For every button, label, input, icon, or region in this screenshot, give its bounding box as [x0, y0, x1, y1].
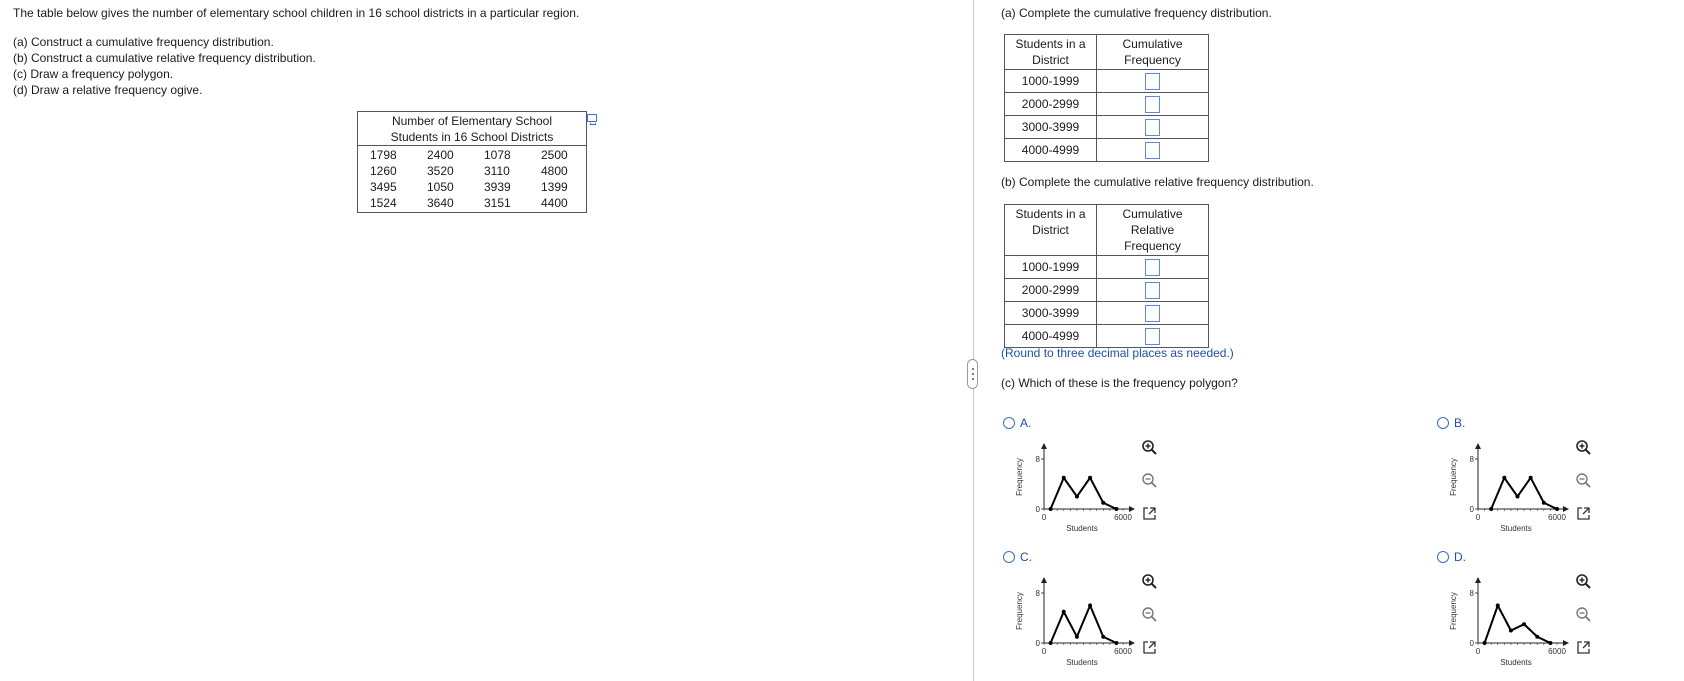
cumulative-frequency-input[interactable]: [1145, 73, 1160, 90]
data-table-header-line1: Number of Elementary School: [391, 114, 553, 128]
cumulative-frequency-input[interactable]: [1145, 96, 1160, 113]
frequency-polygon-graph: [1445, 435, 1575, 540]
table-cell: 3520: [427, 164, 454, 178]
problem-parts: [13, 34, 316, 98]
y-tick-label: 0: [1469, 639, 1474, 648]
x-tick-label: 6000: [1114, 513, 1132, 522]
part-a-title: (a) Complete the cumulative frequency distribution.: [1001, 6, 1272, 20]
series-line: [1491, 478, 1557, 509]
data-point: [1101, 501, 1105, 505]
part-b-title: (b) Complete the cumulative relative frequency distribution.: [1001, 175, 1314, 189]
option-b[interactable]: [1437, 417, 1617, 542]
y-tick-label: 0: [1035, 505, 1040, 514]
y-tick-label: 0: [1469, 505, 1474, 514]
data-point: [1483, 641, 1487, 645]
data-table-header: [358, 112, 586, 146]
data-point: [1075, 635, 1079, 639]
class-label: 4000-4999: [1005, 325, 1097, 348]
frequency-polygon-graph: [1445, 569, 1575, 674]
x-tick-label: 6000: [1548, 513, 1566, 522]
part-c-title: (c) Which of these is the frequency polygon?: [1001, 376, 1238, 390]
table-row: [1005, 70, 1209, 93]
option-label: A.: [1020, 416, 1032, 430]
data-point: [1114, 507, 1118, 511]
zoom-in-icon[interactable]: [1141, 439, 1158, 456]
option-c[interactable]: [1003, 551, 1183, 676]
table-row: [1005, 139, 1209, 162]
external-link-icon[interactable]: [1141, 505, 1158, 522]
data-point: [1049, 641, 1053, 645]
x-tick-label: 6000: [1114, 647, 1132, 656]
frequency-polygon-graph: [1011, 569, 1141, 674]
x-tick-label: 6000: [1548, 647, 1566, 656]
table-cell: 4800: [541, 164, 568, 178]
cumulative-relative-frequency-table: [1004, 204, 1209, 348]
zoom-out-icon[interactable]: [1141, 606, 1158, 623]
part-b-instruction: (b) Construct a cumulative relative frequency distribution.: [13, 51, 316, 65]
option-a[interactable]: [1003, 417, 1183, 542]
zoom-in-icon[interactable]: [1575, 573, 1592, 590]
cumulative-frequency-input[interactable]: [1145, 119, 1160, 136]
table-cell: 1078: [484, 148, 511, 162]
problem-intro: The table below gives the number of elementary school children in 16 school districts in a particular region.: [13, 6, 580, 20]
table-cell: 3640: [427, 196, 454, 210]
class-label: 2000-2999: [1005, 93, 1097, 116]
data-point: [1535, 635, 1539, 639]
external-link-icon[interactable]: [1575, 505, 1592, 522]
table-row: [358, 163, 586, 179]
series-line: [1051, 606, 1117, 644]
table-row: [1005, 256, 1209, 279]
table-row: [1005, 93, 1209, 116]
table-cell: 4400: [541, 196, 568, 210]
y-axis-label: Frequency: [1015, 458, 1024, 496]
y-tick-label: 0: [1035, 639, 1040, 648]
class-label: 1000-1999: [1005, 70, 1097, 93]
table-row: [358, 147, 586, 163]
class-label: 3000-3999: [1005, 116, 1097, 139]
data-point: [1088, 604, 1092, 608]
cumulative-frequency-table: [1004, 34, 1209, 162]
table-cell: 3151: [484, 196, 511, 210]
table-cell: 3110: [484, 164, 510, 178]
data-point: [1062, 610, 1066, 614]
table-row: [1005, 325, 1209, 348]
table-cell: 1798: [370, 148, 397, 162]
table-cell: 3939: [484, 180, 511, 194]
x-axis-label: Students: [1500, 524, 1532, 533]
zoom-in-icon[interactable]: [1141, 573, 1158, 590]
table-row: [1005, 302, 1209, 325]
students-data-table: [357, 111, 587, 213]
part-a-instruction: (a) Construct a cumulative frequency distribution.: [13, 35, 274, 49]
data-point: [1489, 507, 1493, 511]
option-d[interactable]: [1437, 551, 1617, 676]
rounding-note: (Round to three decimal places as needed.): [1001, 346, 1234, 360]
class-label: 3000-3999: [1005, 302, 1097, 325]
x-tick-label: 0: [1041, 513, 1047, 522]
cumulative-relative-frequency-input[interactable]: [1145, 305, 1160, 322]
class-label: 2000-2999: [1005, 279, 1097, 302]
x-axis-label: Students: [1066, 524, 1098, 533]
y-axis-label: Frequency: [1449, 592, 1458, 630]
panel-divider: [973, 0, 974, 681]
data-point: [1502, 476, 1506, 480]
table-cell: 1260: [370, 164, 397, 178]
table-cell: 3495: [370, 180, 397, 194]
data-point: [1114, 641, 1118, 645]
y-tick-label: 8: [1035, 589, 1040, 598]
part-d-instruction: (d) Draw a relative frequency ogive.: [13, 83, 203, 97]
data-point: [1542, 501, 1546, 505]
data-point: [1516, 495, 1520, 499]
y-axis-label: Frequency: [1015, 592, 1024, 630]
frequency-polygon-graph: [1011, 435, 1141, 540]
x-axis-label: Students: [1500, 658, 1532, 667]
option-radio[interactable]: [1437, 417, 1449, 429]
col-header-cumulative-frequency: Cumulative Frequency: [1097, 35, 1209, 70]
data-table-header-line2: Students in 16 School Districts: [390, 130, 554, 144]
class-label: 4000-4999: [1005, 139, 1097, 162]
table-cell: 1524: [370, 196, 397, 210]
copy-icon[interactable]: [587, 114, 597, 122]
y-axis-label: Frequency: [1449, 458, 1458, 496]
data-point: [1088, 476, 1092, 480]
panel-resize-handle[interactable]: [967, 359, 978, 389]
data-point: [1548, 641, 1552, 645]
zoom-out-icon[interactable]: [1141, 472, 1158, 489]
option-radio[interactable]: [1003, 417, 1015, 429]
series-line: [1051, 478, 1117, 509]
option-radio[interactable]: [1437, 551, 1449, 563]
zoom-out-icon[interactable]: [1575, 472, 1592, 489]
cumulative-relative-frequency-input[interactable]: [1145, 259, 1160, 276]
table-row: [358, 179, 586, 195]
table-cell: 2400: [427, 148, 454, 162]
data-point: [1522, 622, 1526, 626]
zoom-out-icon[interactable]: [1575, 606, 1592, 623]
x-tick-label: 0: [1041, 647, 1047, 656]
option-label: C.: [1020, 550, 1032, 564]
cumulative-frequency-input[interactable]: [1145, 142, 1160, 159]
y-tick-label: 8: [1469, 589, 1474, 598]
option-radio[interactable]: [1003, 551, 1015, 563]
part-c-instruction: (c) Draw a frequency polygon.: [13, 67, 174, 81]
data-point: [1555, 507, 1559, 511]
col-header-cumulative-relative-frequency: Cumulative Relative Frequency: [1097, 205, 1209, 256]
option-label: B.: [1454, 416, 1466, 430]
option-label: D.: [1454, 550, 1466, 564]
col-header-students: Students in a District: [1005, 35, 1097, 70]
x-axis-label: Students: [1066, 658, 1098, 667]
table-cell: 1399: [541, 180, 568, 194]
data-point: [1496, 604, 1500, 608]
data-point: [1075, 495, 1079, 499]
data-point: [1101, 635, 1105, 639]
table-row: [1005, 279, 1209, 302]
external-link-icon[interactable]: [1141, 639, 1158, 656]
x-tick-label: 0: [1475, 513, 1481, 522]
cumulative-relative-frequency-input[interactable]: [1145, 328, 1160, 345]
col-header-students: Students in a District: [1005, 205, 1097, 256]
table-cell: 1050: [427, 180, 454, 194]
y-tick-label: 8: [1035, 455, 1040, 464]
series-line: [1485, 606, 1551, 644]
y-tick-label: 8: [1469, 455, 1474, 464]
zoom-in-icon[interactable]: [1575, 439, 1592, 456]
x-tick-label: 0: [1475, 647, 1481, 656]
data-point: [1062, 476, 1066, 480]
class-label: 1000-1999: [1005, 256, 1097, 279]
external-link-icon[interactable]: [1575, 639, 1592, 656]
table-row: [1005, 116, 1209, 139]
data-point: [1529, 476, 1533, 480]
table-row: [358, 195, 586, 211]
table-cell: 2500: [541, 148, 568, 162]
data-point: [1509, 629, 1513, 633]
cumulative-relative-frequency-input[interactable]: [1145, 282, 1160, 299]
data-point: [1049, 507, 1053, 511]
